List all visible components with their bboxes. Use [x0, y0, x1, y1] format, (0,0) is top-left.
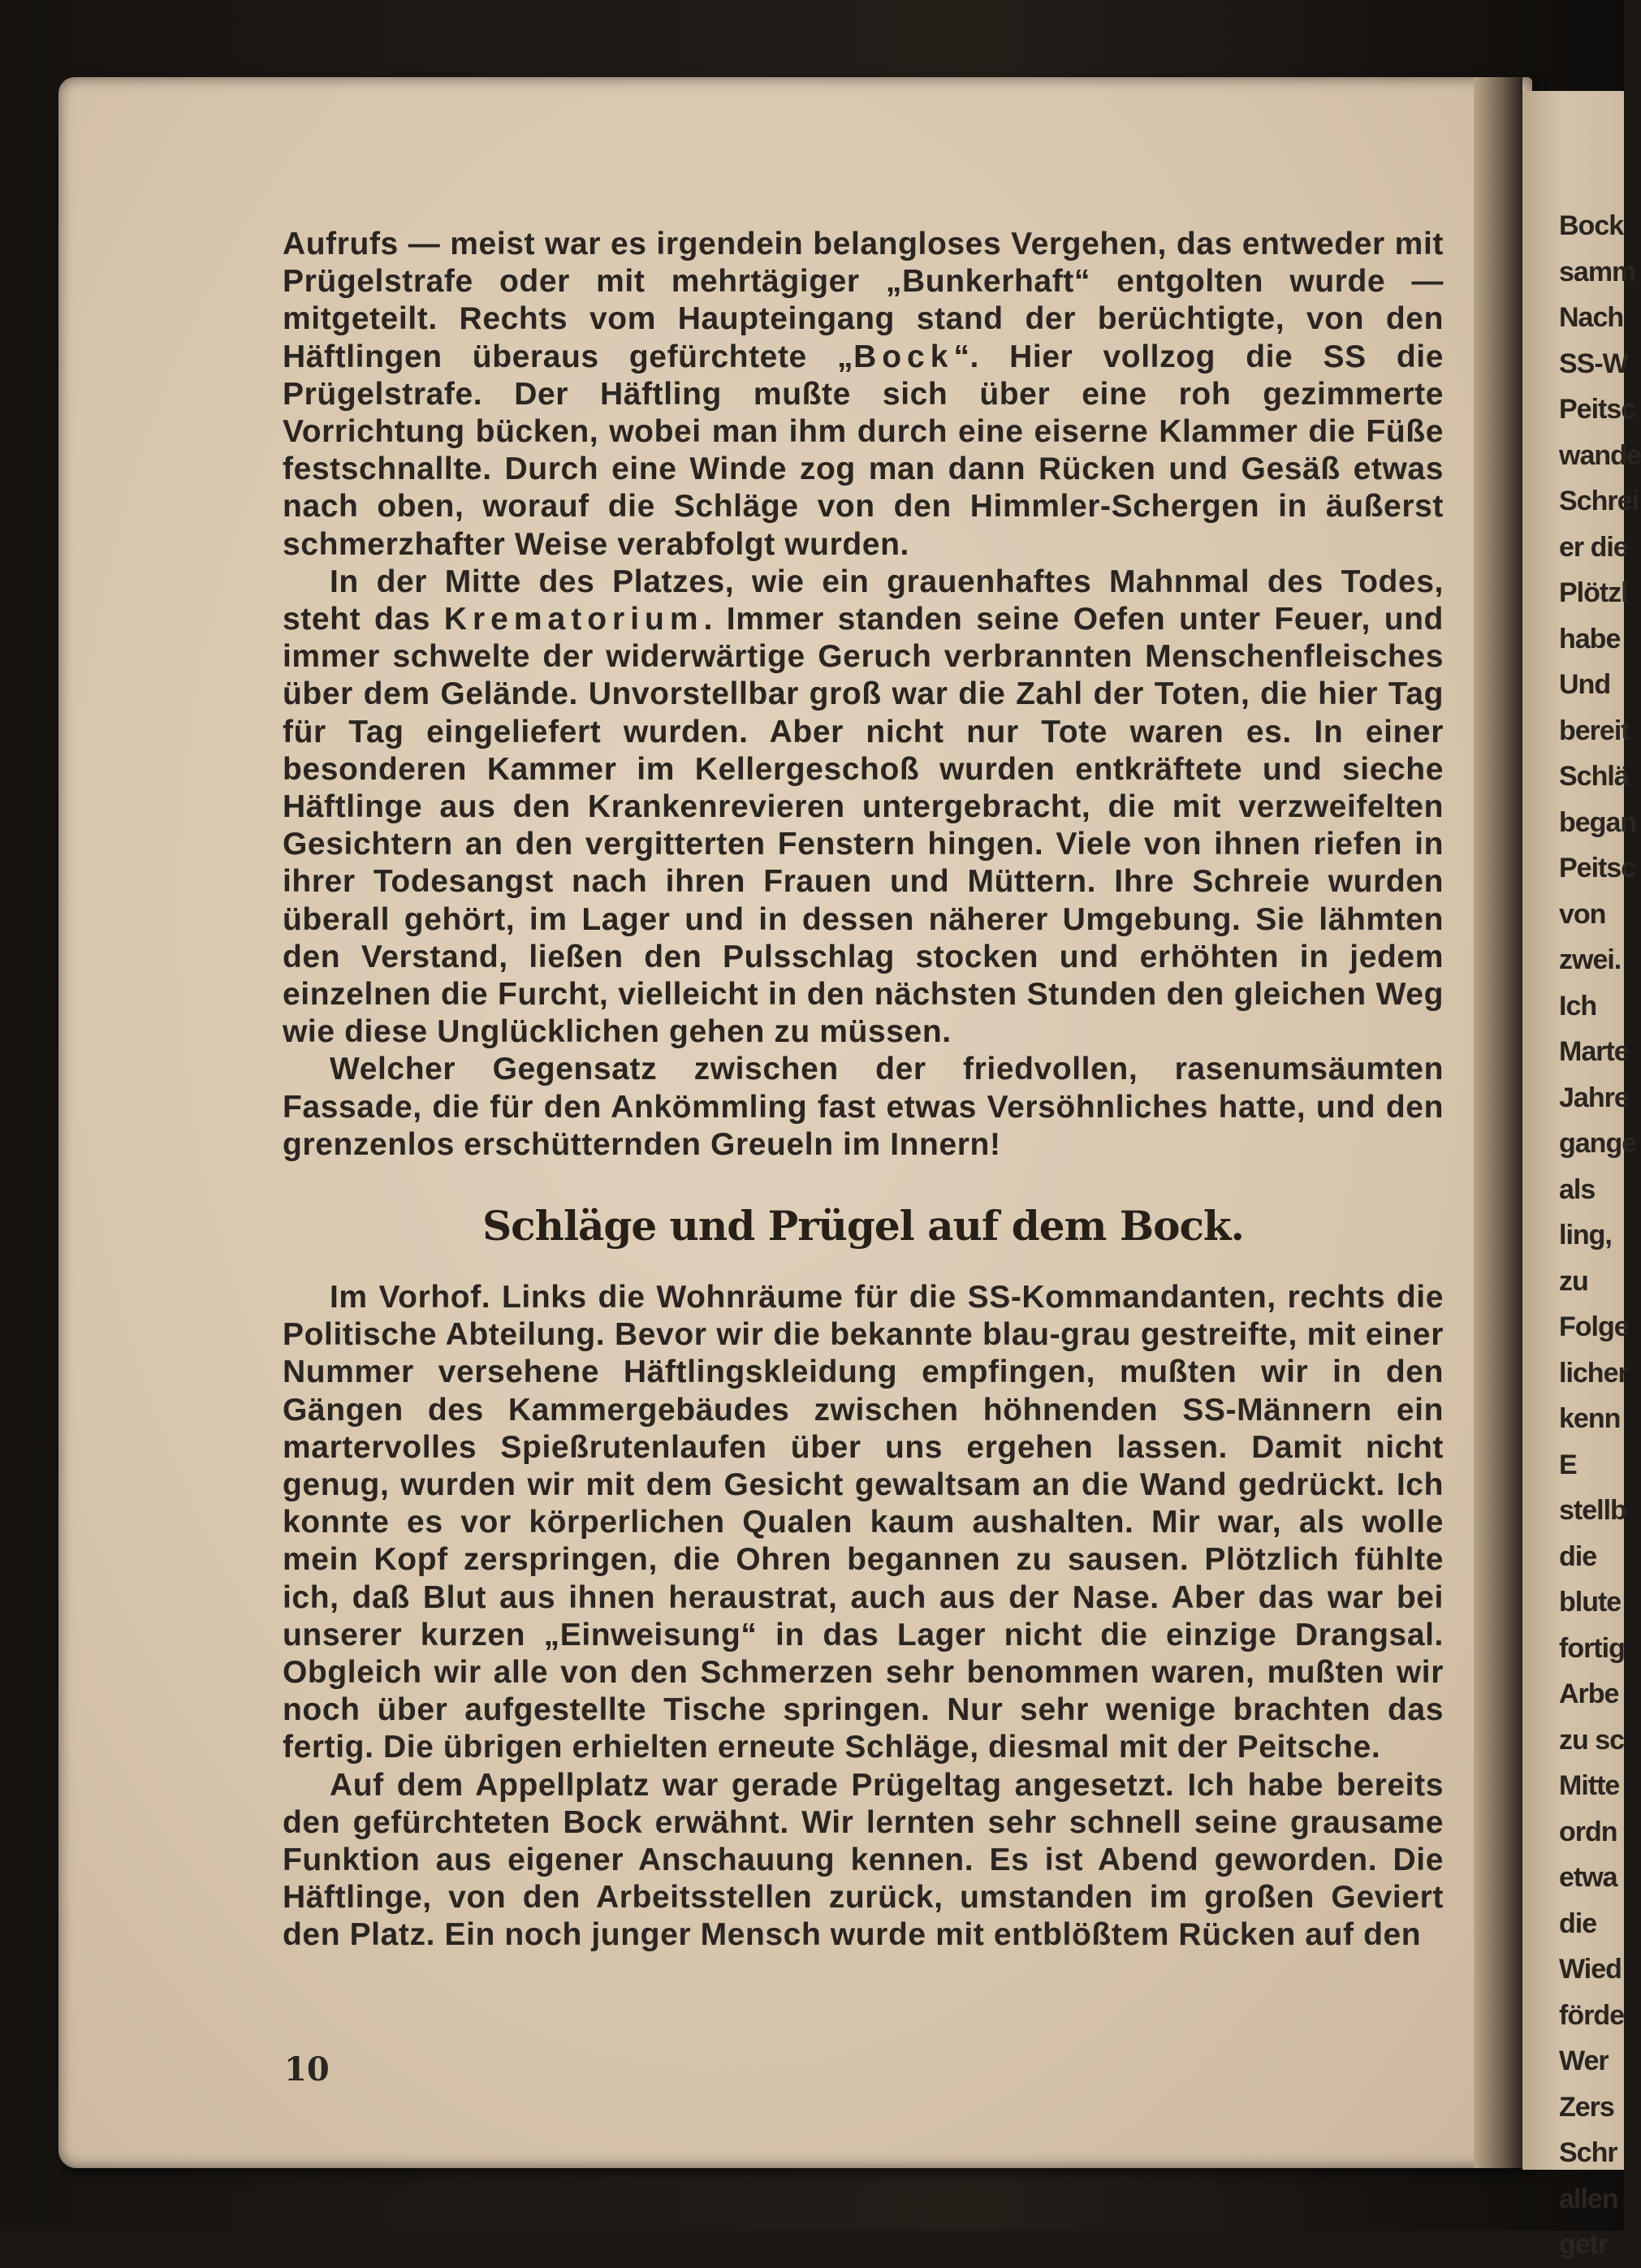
- paragraph-text: . Immer standen seine Oefen unter Feuer, und immer schwelte der widerwärtige Geruch verbrannten Menschenfleisches über dem Gelände. Unvorstellbar groß war die Zahl der Toten, die hier Tag für Tag eingeliefert wurden. Aber nicht nur Tote waren es. In einer besonderen Kammer im Kellergeschoß wurden entkräftete und sieche Häftlinge aus den Krankenrevieren untergebracht, die mit verzweifelten Gesichtern an den vergitterten Fenstern hingen. Viele von ihnen riefen in ihrer Todesangst nach ihren Frauen und Müttern. Ihre Schreie wurden überall gehört, im Lager und in dessen näherer Umgebung. Sie lähmten den Verstand, ließen den Pulsschlag stocken und erhöhten in jedem einzelnen die Furcht, vielleicht in den nächsten Stunden den gleichen Weg wie diese Unglücklichen gehen zu müssen.: [283, 602, 1444, 1050]
- adjacent-page-fragment: zwei.: [1559, 944, 1622, 975]
- adjacent-page-fragment: von: [1559, 898, 1606, 930]
- adjacent-page-fragment: die: [1559, 1907, 1597, 1939]
- adjacent-page-fragment: Marte: [1559, 1036, 1629, 1067]
- paragraph-text: “. Hier vollzog die SS die Prügelstrafe. Der Häftling mußte sich über eine roh gezimmerte Vorrichtung bücken, wobei man ihm durch eine eiserne Klammer die Füße festschnallte. Durch eine Winde zog man dann Rücken und Gesäß etwas nach oben, worauf die Schläge von den Himmler-Schergen in äußerst schmerzhafter Weise verabfolgt wurden.: [283, 339, 1444, 562]
- section-heading: Schläge und Prügel auf dem Bock.: [482, 1202, 1244, 1250]
- adjacent-page-fragment: blute: [1559, 1587, 1622, 1618]
- adjacent-page-fragment: Bock: [1559, 210, 1624, 241]
- adjacent-page-fragment: gange: [1559, 1128, 1637, 1159]
- paragraph: [283, 226, 1444, 564]
- adjacent-page-fragment: bereit: [1559, 715, 1630, 746]
- adjacent-page-fragment: wande: [1559, 439, 1641, 471]
- adjacent-page-fragment: Schlä: [1559, 761, 1629, 792]
- adjacent-page-fragment: zu: [1559, 1265, 1588, 1297]
- adjacent-page-fragment: stellb: [1559, 1495, 1626, 1526]
- paragraph: [283, 1051, 1444, 1164]
- adjacent-page-fragment: Peitsc: [1559, 394, 1636, 425]
- adjacent-page-fragment: förde: [1559, 1999, 1624, 2031]
- body-text-bottom: [283, 1279, 1444, 1955]
- adjacent-page-fragment: Wied: [1559, 1954, 1622, 1985]
- emphasized-term: Bock: [853, 339, 954, 374]
- adjacent-page-fragment: licher: [1559, 1357, 1628, 1389]
- adjacent-page-fragment: ling,: [1559, 1220, 1612, 1251]
- adjacent-page-fragment: Schrei: [1559, 486, 1639, 516]
- adjacent-page-fragment: etwa: [1559, 1862, 1617, 1893]
- body-text-top: [283, 226, 1444, 1164]
- adjacent-page-fragment: began: [1559, 806, 1637, 838]
- adjacent-page-fragment: samm: [1559, 256, 1636, 287]
- book-gutter: [1474, 77, 1522, 2168]
- adjacent-page-fragment: getr: [1559, 2229, 1609, 2260]
- adjacent-page-fragment: Schr: [1559, 2137, 1617, 2168]
- adjacent-page-fragment: Ich: [1559, 990, 1597, 1022]
- adjacent-page-fragment: Arbe: [1559, 1678, 1619, 1709]
- adjacent-page-fragment: Folge: [1559, 1311, 1629, 1342]
- adjacent-page-fragment: fortig: [1559, 1632, 1625, 1664]
- adjacent-page-fragment: Wer: [1559, 2046, 1609, 2076]
- adjacent-page-fragment: Nach: [1559, 302, 1624, 333]
- adjacent-page-fragment: Peitsc: [1559, 853, 1636, 883]
- paragraph-text: Welcher Gegensatz zwischen der friedvollen, rasenumsäumten Fassade, die für den Ankömmling fast etwas Versöhnliches hatte, und den grenzenlos erschütternden Greueln im Innern!: [283, 1052, 1444, 1162]
- adjacent-page-fragment: kenn: [1559, 1403, 1621, 1434]
- paragraph-text: In der Mitte des Platzes, wie ein grauenhaftes Mahnmal des Todes, steht das: [283, 564, 1444, 637]
- adjacent-page-text: [1559, 203, 1641, 2268]
- adjacent-page-fragment: SS-W: [1559, 348, 1628, 379]
- adjacent-page-fragment: allen: [1559, 2183, 1618, 2214]
- adjacent-page-fragment: Jahre: [1559, 1082, 1629, 1113]
- adjacent-page-fragment: Mitte: [1559, 1770, 1620, 1801]
- adjacent-page-fragment: die: [1559, 1540, 1597, 1572]
- adjacent-page-fragment: ordn: [1559, 1816, 1617, 1847]
- paragraph-text: Aufrufs — meist war es irgendein belangloses Vergehen, das entweder mit Prügelstrafe oder mit mehrtägiger „Bunkerhaft“ entgolten wurde — mitgeteilt. Rechts vom Haupteingang stand der berüchtigte, von den Häftlingen überaus gefürchtete „: [283, 227, 1444, 374]
- adjacent-page-fragment: habe: [1559, 623, 1621, 654]
- adjacent-page-fragment: E: [1559, 1449, 1577, 1480]
- adjacent-page-fragment: Plötzl: [1559, 577, 1628, 608]
- emphasized-term: Krematorium: [443, 602, 704, 637]
- adjacent-page-fragment: zu sc: [1559, 1724, 1625, 1756]
- paragraph: [283, 564, 1444, 1052]
- adjacent-page-fragment: Zers: [1559, 2091, 1614, 2123]
- adjacent-page-fragment: als: [1559, 1173, 1596, 1205]
- paragraph: Auf dem Appellplatz war gerade Prügeltag angesetzt. Ich habe bereits den gefürchteten Bock erwähnt. Wir lernten sehr schnell seine grausame Funktion aus eigener Anschauung kennen. Es ist Abend geworden. Die Häftlinge, von den Arbeitsstellen zurück, umstanden im großen Geviert den Platz. Ein noch junger Mensch wurde mit entblößtem Rücken auf den: [283, 1767, 1444, 1953]
- paragraph: Im Vorhof. Links die Wohnräume für die SS-Kommandanten, rechts die Politische Abteilung. Bevor wir die bekannte blau-grau gestreifte, mit einer Nummer versehene Häftlingskleidung empfingen, mußten wir in den Gängen des Kammergebäudes zwischen höhnenden SS-Männern ein martervolles Spießrutenlaufen über uns ergehen lassen. Damit nicht genug, wurden wir mit dem Gesicht gewaltsam an die Wand gedrückt. Ich konnte es vor körperlichen Qualen kaum aushalten. Mir war, als wolle mein Kopf zerspringen, die Ohren begannen zu sausen. Plötzlich fühlte ich, daß Blut aus ihnen heraustrat, auch aus der Nase. Aber das war bei unserer kurzen „Einweisung“ in das Lager nicht die einzige Drangsal. Obgleich wir alle von den Schmerzen sehr benommen waren, mußten wir noch über aufgestellte Tische springen. Nur sehr wenige brachten das fertig. Die übrigen erhielten erneute Schläge, diesmal mit der Peitsche.: [283, 1280, 1444, 1765]
- adjacent-page-fragment: Und: [1559, 669, 1611, 700]
- page-number: 10: [284, 2050, 330, 2089]
- adjacent-page-fragment: er die: [1559, 531, 1628, 563]
